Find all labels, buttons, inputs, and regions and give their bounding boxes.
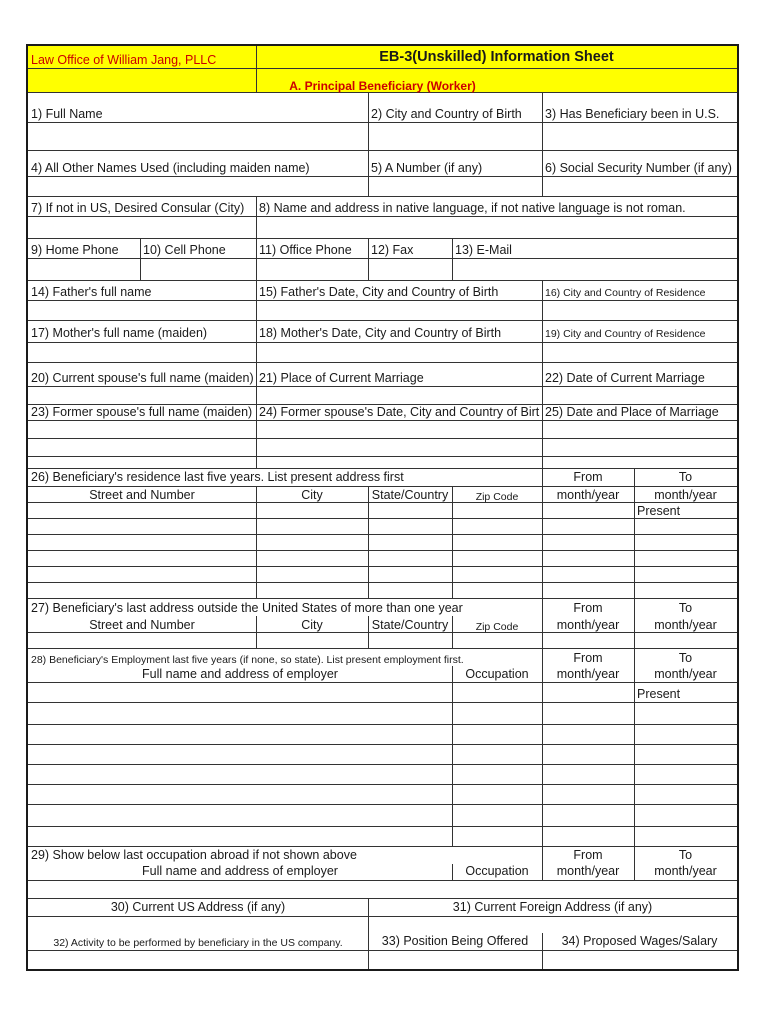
label-activity: 32) Activity to be performed by beneficiary in the US company.	[53, 937, 343, 949]
rule	[28, 724, 737, 725]
col-to-month: month/year	[654, 488, 717, 502]
rule	[28, 702, 737, 703]
label-former-spouse-birth: 24) Former spouse's Date, City and Country of Birt	[259, 405, 540, 419]
label-former-spouse-name: 23) Former spouse's full name (maiden)	[31, 405, 253, 419]
rule	[28, 682, 737, 683]
col-from-month: month/year	[556, 618, 620, 632]
section-title: A. Principal Beneficiary (Worker)	[289, 79, 476, 93]
label-other-names: 4) All Other Names Used (including maiden name)	[31, 161, 310, 175]
label-position: 33) Position Being Offered	[381, 934, 529, 948]
label-employment: 28) Beneficiary's Employment last five years (if none, so state). List present employment first.	[31, 654, 464, 666]
rule	[28, 598, 737, 599]
label-father-name: 14) Father's full name	[31, 285, 152, 299]
rule	[542, 280, 543, 468]
label-mother-name: 17) Mother's full name (maiden)	[31, 326, 208, 340]
label-outside-us: 27) Beneficiary's last address outside the United States of more than one year	[31, 601, 463, 615]
rule	[28, 238, 737, 239]
label-mother-birth: 18) Mother's Date, City and Country of Birth	[259, 326, 502, 340]
label-birth-place: 2) City and Country of Birth	[371, 107, 522, 121]
rule	[28, 534, 737, 535]
rule	[28, 150, 737, 151]
label-native-name: 8) Name and address in native language, if not native language is not roman.	[259, 201, 686, 215]
col-to: To	[678, 470, 693, 484]
col-from-month: month/year	[556, 864, 620, 878]
rule	[28, 846, 737, 847]
col-from: From	[573, 601, 603, 615]
rule	[368, 238, 369, 280]
label-wages: 34) Proposed Wages/Salary	[561, 934, 718, 948]
col-zip: Zip Code	[475, 621, 519, 633]
rule	[28, 362, 737, 363]
col-to-month: month/year	[654, 864, 717, 878]
label-been-in-us: 3) Has Beneficiary been in U.S.	[545, 107, 720, 121]
rule	[28, 176, 737, 177]
rule	[140, 238, 141, 280]
rule	[368, 92, 369, 196]
label-father-birth: 15) Father's Date, City and Country of Birth	[259, 285, 499, 299]
label-fax: 12) Fax	[371, 243, 414, 257]
rule	[28, 320, 737, 321]
rule	[28, 280, 737, 281]
col-to: To	[678, 601, 693, 615]
rule	[28, 68, 737, 69]
label-us-address: 30) Current US Address (if any)	[110, 900, 286, 914]
rule	[28, 566, 737, 567]
col-street: Street and Number	[89, 488, 195, 502]
col-employer: Full name and address of employer	[142, 864, 338, 878]
col-employer: Full name and address of employer	[142, 667, 338, 681]
firm-name: Law Office of William Jang, PLLC	[31, 53, 217, 67]
rule	[28, 438, 737, 439]
col-to: To	[678, 651, 693, 665]
rule	[28, 880, 737, 881]
rule	[256, 280, 257, 468]
col-to-month: month/year	[654, 618, 717, 632]
col-city: City	[301, 618, 323, 632]
col-from-month: month/year	[556, 488, 620, 502]
col-state: State/Country	[371, 488, 449, 502]
rule	[542, 92, 543, 196]
label-spouse-name: 20) Current spouse's full name (maiden)	[31, 371, 254, 385]
label-ssn: 6) Social Security Number (if any)	[545, 161, 732, 175]
label-mother-residence: 19) City and Country of Residence	[545, 328, 706, 340]
label-father-residence: 16) City and Country of Residence	[545, 287, 706, 299]
rule	[28, 582, 737, 583]
rule	[28, 342, 737, 343]
col-street: Street and Number	[89, 618, 195, 632]
col-zip: Zip Code	[475, 491, 519, 503]
label-marriage-date: 22) Date of Current Marriage	[545, 371, 705, 385]
rule	[28, 916, 737, 917]
label-full-name: 1) Full Name	[31, 107, 103, 121]
rule	[28, 258, 737, 259]
rule	[28, 518, 737, 519]
label-cell-phone: 10) Cell Phone	[143, 243, 226, 257]
present-label: Present	[637, 504, 681, 518]
rule	[452, 238, 453, 280]
rule	[28, 386, 737, 387]
rule	[28, 744, 737, 745]
col-to: To	[678, 848, 693, 862]
rule	[28, 826, 737, 827]
col-city: City	[301, 488, 323, 502]
rule	[28, 468, 737, 469]
rule	[28, 898, 737, 899]
rule	[256, 196, 257, 238]
information-sheet	[26, 44, 739, 971]
label-email: 13) E-Mail	[455, 243, 512, 257]
rule	[28, 196, 737, 197]
col-occupation: Occupation	[465, 864, 529, 878]
rule	[28, 456, 737, 457]
rule	[452, 666, 453, 846]
rule	[28, 486, 737, 487]
rule	[28, 550, 737, 551]
col-from: From	[573, 470, 603, 484]
label-marriage-place: 21) Place of Current Marriage	[259, 371, 424, 385]
col-state: State/Country	[371, 618, 449, 632]
sheet-title: EB-3(Unskilled) Information Sheet	[379, 49, 614, 65]
rule	[28, 420, 737, 421]
label-former-marriage: 25) Date and Place of Marriage	[545, 405, 719, 419]
rule	[28, 784, 737, 785]
rule	[256, 238, 257, 280]
label-office-phone: 11) Office Phone	[259, 243, 352, 257]
col-to-month: month/year	[654, 667, 717, 681]
col-occupation: Occupation	[465, 667, 529, 681]
label-consular: 7) If not in US, Desired Consular (City)	[31, 201, 245, 215]
col-from: From	[573, 848, 603, 862]
rule	[28, 122, 737, 123]
label-residence: 26) Beneficiary's residence last five years. List present address first	[31, 470, 404, 484]
present-label: Present	[637, 687, 681, 701]
col-from: From	[573, 651, 603, 665]
label-occupation-abroad: 29) Show below last occupation abroad if not shown above	[31, 848, 357, 862]
label-a-number: 5) A Number (if any)	[371, 161, 483, 175]
rule	[28, 764, 737, 765]
label-foreign-address: 31) Current Foreign Address (if any)	[452, 900, 653, 914]
rule	[28, 648, 737, 649]
rule	[28, 804, 737, 805]
col-from-month: month/year	[556, 667, 620, 681]
rule	[28, 216, 737, 217]
label-home-phone: 9) Home Phone	[31, 243, 119, 257]
